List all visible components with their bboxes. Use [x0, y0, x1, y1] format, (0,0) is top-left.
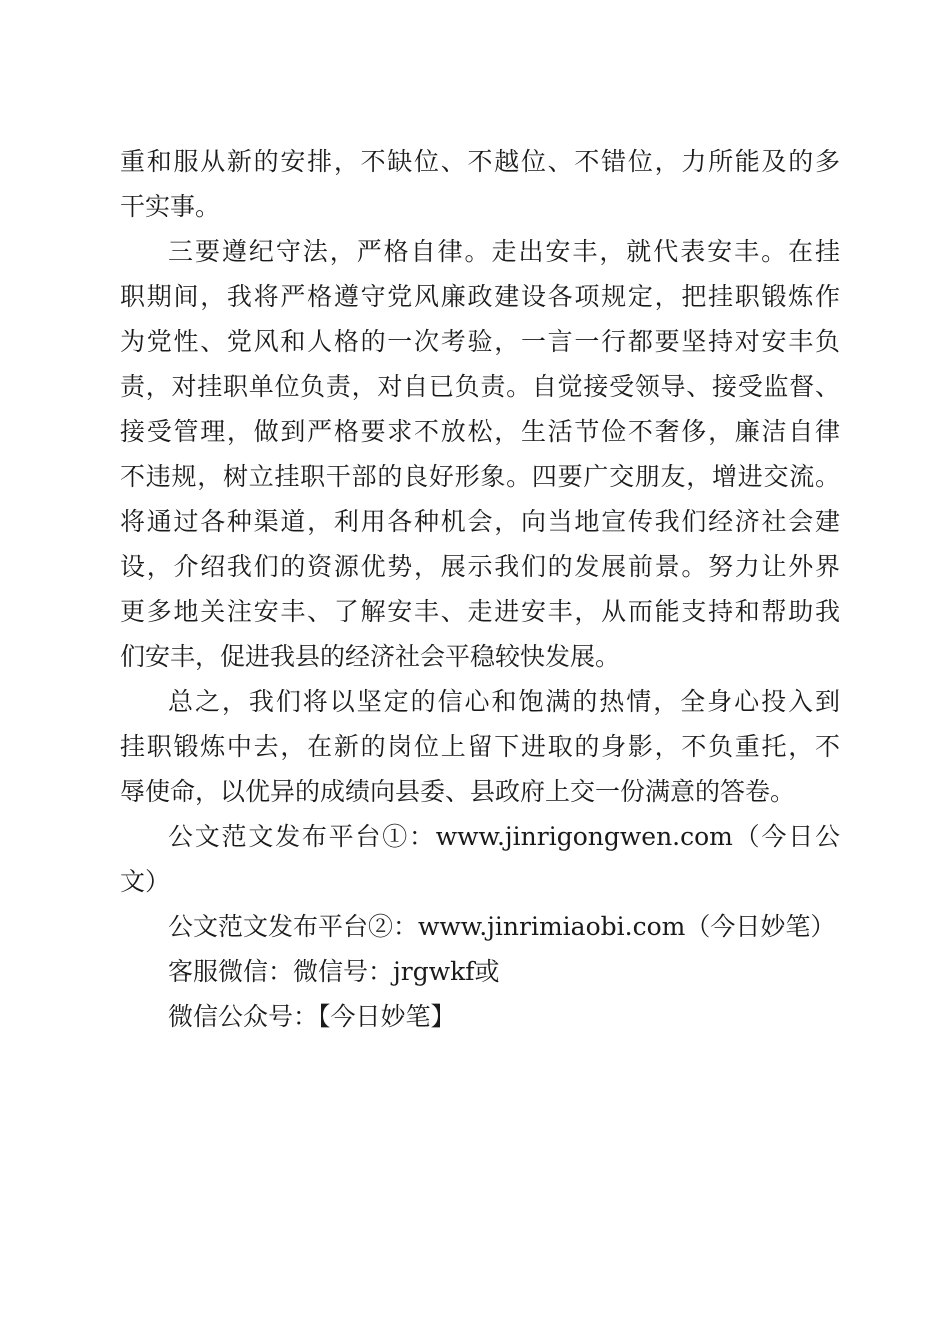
- paragraph-first-line: 三要遵纪守法，严格自律。走出安丰，就代表安丰。在挂: [168, 237, 840, 266]
- footer-platform-line: 公文范文发布平台①：www.jinrigongwen.com（今日公: [168, 822, 840, 851]
- paragraph-first-line: 总之，我们将以坚定的信心和饱满的热情，全身心投入到: [168, 687, 840, 716]
- body-line: 设，介绍我们的资源优势，展示我们的发展前景。努力让外界: [120, 552, 840, 581]
- body-line: 不违规，树立挂职干部的良好形象。四要广交朋友，增进交流。: [120, 462, 840, 491]
- footer-platform-line: 文）: [120, 867, 171, 896]
- body-line: 们安丰，促进我县的经济社会平稳较快发展。: [120, 642, 621, 671]
- body-line: 为党性、党风和人格的一次考验，一言一行都要坚持对安丰负: [120, 327, 840, 356]
- body-line: 重和服从新的安排，不缺位、不越位、不错位，力所能及的多: [120, 147, 840, 176]
- footer-platform-line: 公文范文发布平台②：www.jinrimiaobi.com（今日妙笔）: [168, 912, 836, 941]
- footer-wechat-line: 客服微信：微信号：jrgwkf或: [168, 957, 500, 986]
- body-line: 将通过各种渠道，利用各种机会，向当地宣传我们经济社会建: [120, 507, 840, 536]
- body-line: 辱使命，以优异的成绩向县委、县政府上交一份满意的答卷。: [120, 777, 796, 806]
- body-line: 干实事。: [120, 192, 221, 221]
- body-line: 挂职锻炼中去，在新的岗位上留下进取的身影，不负重托，不: [120, 732, 840, 761]
- body-line: 接受管理，做到严格要求不放松，生活节俭不奢侈，廉洁自律: [120, 417, 840, 446]
- footer-official-account-line: 微信公众号：【今日妙笔】: [168, 1002, 456, 1031]
- body-line: 职期间，我将严格遵守党风廉政建设各项规定，把挂职锻炼作: [120, 282, 840, 311]
- body-line: 责，对挂职单位负责，对自已负责。自觉接受领导、接受监督、: [120, 372, 840, 401]
- body-line: 更多地关注安丰、了解安丰、走进安丰，从而能支持和帮助我: [120, 597, 840, 626]
